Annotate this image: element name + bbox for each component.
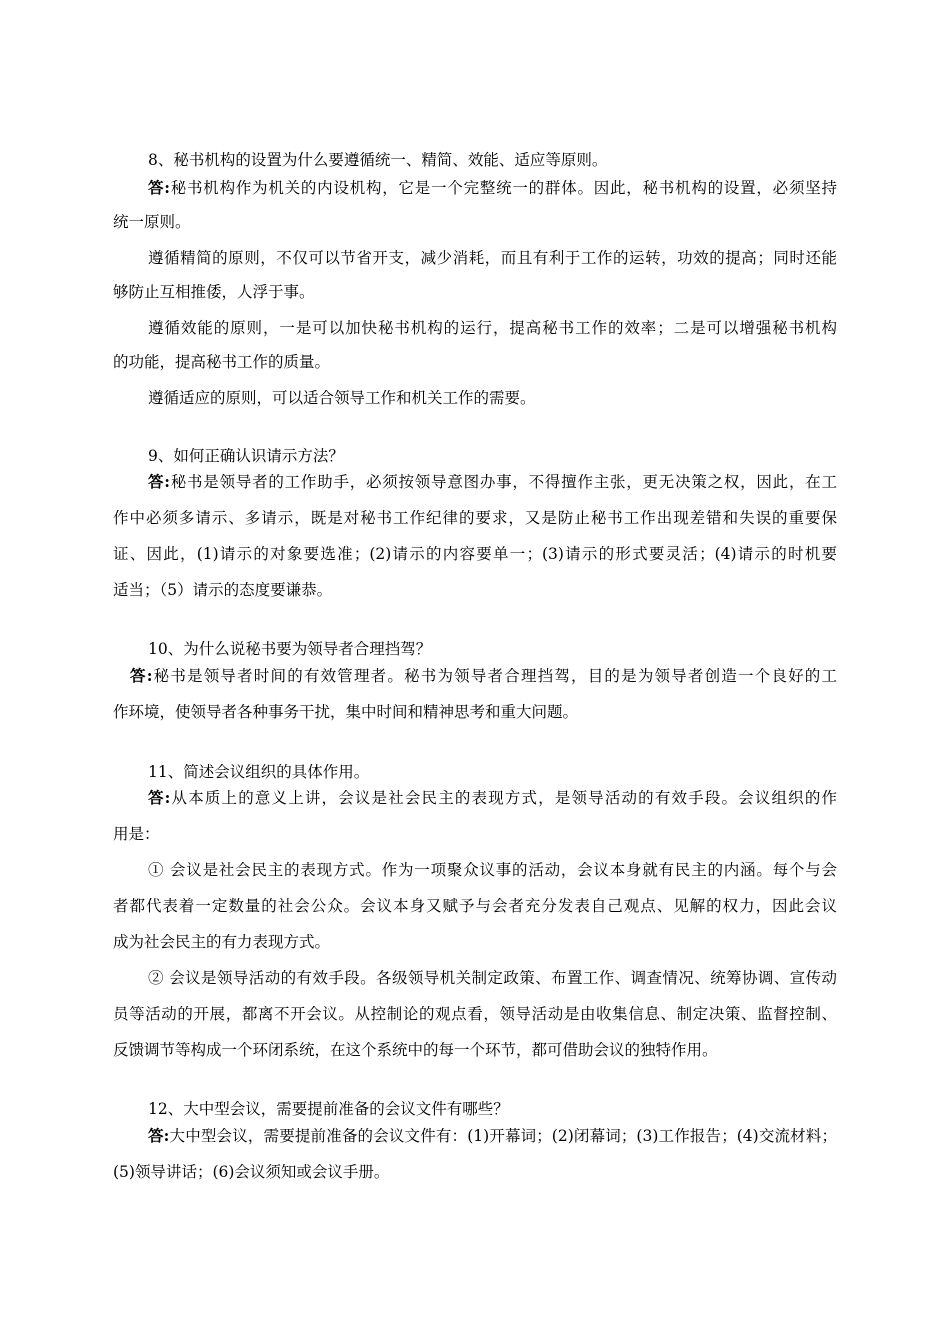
question-12: 12、大中型会议，需要提前准备的会议文件有哪些？ — [148, 1100, 509, 1118]
answer-9-line-4: 适当；（5）请示的态度要谦恭。 — [113, 581, 333, 599]
paragraph-8-1-line-1: 遵循精简的原则，不仅可以节省开支，减少消耗，而且有利于工作的运转，功效的提高；同时还能 — [148, 249, 837, 267]
paragraph-8-2-line-1: 遵循效能的原则，一是可以加快秘书机构的运行，提高秘书工作的效率；二是可以增强秘书机构 — [148, 319, 837, 337]
answer-label: 答: — [148, 472, 170, 491]
answer-label: 答: — [148, 178, 170, 197]
answer-11-line-2: 用是： — [113, 825, 160, 843]
answer-8-line-1: 答:秘书机构作为机关的内设机构，它是一个完整统一的群体。因此，秘书机构的设置，必须坚持 — [148, 178, 837, 197]
question-8: 8、秘书机构的设置为什么要遵循统一、精简、效能、适应等原则。 — [148, 151, 608, 169]
paragraph-11-1-line-2: 者都代表着一定数量的社会公众。会议本身又赋予与会者充分发表自己观点、见解的权力，因此会议 — [113, 897, 837, 915]
answer-12-line-1: 答:大中型会议，需要提前准备的会议文件有：(1)开幕词；(2)闭幕词；(3)工作报告；(4)交流材料； — [148, 1126, 837, 1145]
answer-9-line-2: 作中必须多请示、多请示，既是对秘书工作纪律的要求，又是防止秘书工作出现差错和失误的重要保 — [113, 509, 837, 527]
paragraph-11-2-line-3: 反馈调节等构成一个环闭系统，在这个系统中的每一个环节，都可借助会议的独特作用。 — [113, 1041, 718, 1059]
answer-11-line-1: 答:从本质上的意义上讲，会议是社会民主的表现方式，是领导活动的有效手段。会议组织的作 — [148, 788, 837, 807]
answer-label: 答: — [148, 788, 171, 807]
question-10: 10、为什么说秘书要为领导者合理挡驾？ — [148, 640, 432, 658]
paragraph-8-2-line-2: 的功能，提高秘书工作的质量。 — [113, 353, 331, 371]
paragraph-11-1-line-1: ① 会议是社会民主的表现方式。作为一项聚众议事的活动，会议本身就有民主的内涵。每个与会 — [148, 861, 837, 879]
question-9: 9、如何正确认识请示方法？ — [148, 447, 344, 465]
question-11: 11、简述会议组织的具体作用。 — [148, 763, 370, 781]
paragraph-11-1-line-3: 成为社会民主的有力表现方式。 — [113, 933, 331, 951]
paragraph-8-1-line-2: 够防止互相推倭，人浮于事。 — [113, 283, 315, 301]
answer-10-line-1: 答:秘书是领导者时间的有效管理者。秘书为领导者合理挡驾，目的是为领导者创造一个良好的工 — [130, 666, 837, 685]
paragraph-11-2-line-2: 员等活动的开展，都离不开会议。从控制论的观点看，领导活动是由收集信息、制定决策、监督控制、 — [113, 1005, 837, 1023]
answer-10-line-2: 作环境，使领导者各种事务干扰，集中时间和精神思考和重大问题。 — [113, 703, 579, 721]
answer-9-line-3: 证、因此，(1)请示的对象要选准；(2)请示的内容要单一；(3)请示的形式要灵活；(4)请示的时机要 — [113, 545, 837, 563]
paragraph-8-3-line-1: 遵循适应的原则，可以适合领导工作和机关工作的需要。 — [148, 389, 536, 407]
answer-8-line-2: 统一原则。 — [113, 213, 191, 231]
answer-label: 答: — [148, 1126, 170, 1145]
answer-9-line-1: 答:秘书是领导者的工作助手，必须按领导意图办事，不得擅作主张，更无决策之权，因此，在工 — [148, 472, 837, 491]
answer-12-line-2: (5)领导讲话；(6)会议须知或会议手册。 — [113, 1163, 390, 1181]
paragraph-11-2-line-1: ② 会议是领导活动的有效手段。各级领导机关制定政策、布置工作、调查情况、统筹协调、宣传动 — [148, 969, 837, 987]
answer-label: 答: — [130, 666, 153, 685]
